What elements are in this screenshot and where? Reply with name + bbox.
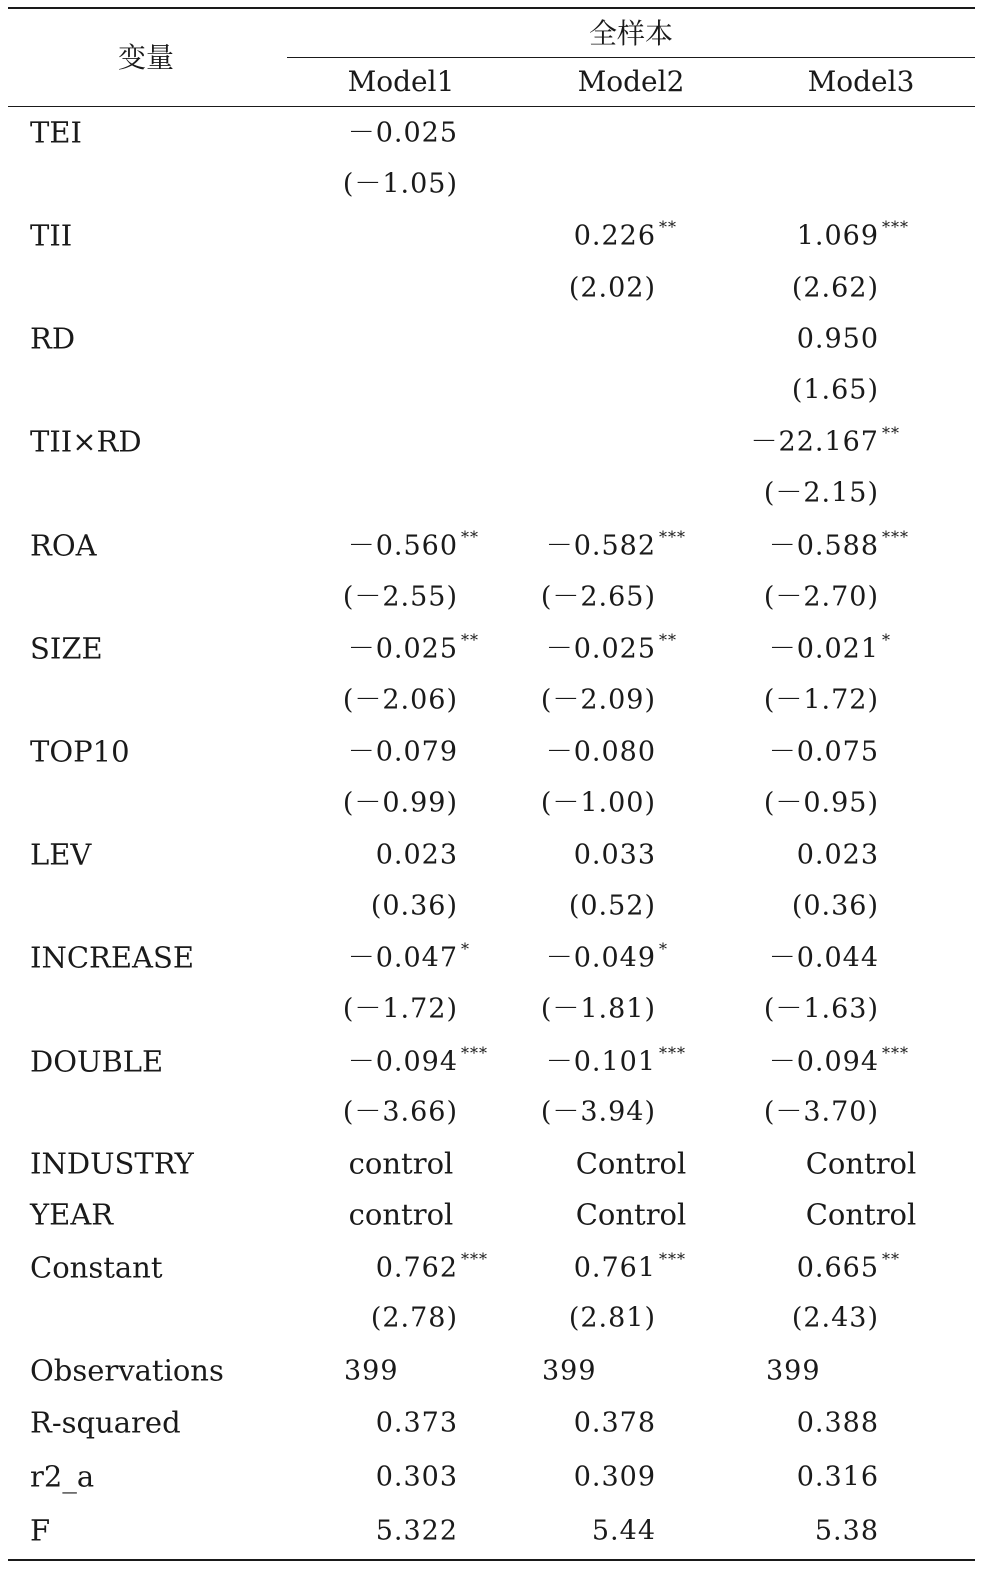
cell-model3: [796, 1249, 900, 1284]
cell-value: －0.075: [768, 736, 879, 768]
row-variable-label: Constant: [30, 1250, 163, 1285]
cell-model1: [347, 939, 470, 974]
cell-value: (2.43): [791, 1302, 879, 1334]
cell-model2: [573, 1407, 656, 1439]
cell-value: Control: [805, 1197, 917, 1232]
cell-value: (－3.94): [540, 1096, 656, 1128]
variable-header: 变量: [117, 41, 175, 74]
cell-model1: [375, 1461, 458, 1493]
row-variable-label: YEAR: [30, 1197, 114, 1232]
cell-model1: [370, 890, 458, 922]
row-variable-label: r2_a: [30, 1459, 95, 1494]
cell-model2: [591, 1515, 656, 1547]
cell-value: 0.762: [375, 1252, 458, 1284]
cell-value: (－1.00): [540, 787, 656, 819]
cell-model1: [375, 1515, 458, 1547]
row-variable-label: INDUSTRY: [30, 1146, 194, 1181]
bottom-rule: [8, 1559, 975, 1561]
cell-value: －22.167: [750, 426, 879, 458]
cell-value: 0.309: [573, 1461, 656, 1493]
cell-value: 399: [542, 1355, 597, 1387]
cell-value: (1.65): [791, 374, 879, 406]
significance-stars: **: [882, 1249, 900, 1269]
row-variable-label: TII×RD: [30, 424, 142, 459]
cell-model2: [575, 1197, 687, 1232]
cell-model1: [375, 1249, 488, 1284]
cell-model2: [545, 527, 686, 562]
row-variable-label: LEV: [30, 837, 92, 872]
cell-value: Control: [575, 1146, 687, 1181]
cell-value: 0.665: [796, 1252, 879, 1284]
cell-model2: [545, 630, 677, 665]
row-variable-label: TII: [30, 218, 73, 253]
significance-stars: **: [659, 630, 677, 650]
cell-value: 0.033: [573, 839, 656, 871]
top-rule: [8, 7, 975, 9]
cell-model2: [540, 684, 656, 716]
cell-model2: [573, 1249, 686, 1284]
group-header: 全样本: [588, 17, 674, 50]
cell-value: －0.588: [768, 530, 879, 562]
cell-model2: [540, 1096, 656, 1128]
cell-model1: [342, 1096, 458, 1128]
significance-stars: **: [461, 527, 479, 547]
cell-model3: [768, 736, 879, 768]
cell-value: －0.094: [768, 1046, 879, 1078]
header-rule: [8, 106, 975, 107]
row-variable-label: TOP10: [30, 734, 130, 769]
cell-model3: [814, 1515, 879, 1547]
significance-stars: ***: [882, 217, 909, 237]
cell-model3: [763, 684, 879, 716]
cell-value: (－2.15): [763, 477, 879, 509]
significance-stars: **: [659, 217, 677, 237]
cell-model3: [763, 581, 879, 613]
cell-model3: [763, 993, 879, 1025]
cell-model2: [573, 839, 656, 871]
group-rule: [287, 57, 975, 58]
row-variable-label: ROA: [30, 528, 97, 563]
cell-model3: [768, 1043, 909, 1078]
cell-value: (2.62): [791, 272, 879, 304]
cell-value: 1.069: [796, 220, 879, 252]
cell-value: (－1.81): [540, 993, 656, 1025]
cell-value: (0.36): [370, 890, 458, 922]
cell-model3: [766, 1355, 821, 1387]
cell-value: (－1.63): [763, 993, 879, 1025]
cell-model3: [796, 323, 879, 355]
cell-value: control: [348, 1146, 454, 1181]
cell-model1: [375, 1407, 458, 1439]
cell-model3: [768, 527, 909, 562]
cell-model3: [763, 477, 879, 509]
cell-value: －0.101: [545, 1046, 656, 1078]
significance-stars: *: [882, 630, 891, 650]
cell-value: －0.047: [347, 942, 458, 974]
cell-model3: [796, 1407, 879, 1439]
cell-model3: [791, 890, 879, 922]
cell-model2: [540, 993, 656, 1025]
cell-value: 0.388: [796, 1407, 879, 1439]
cell-value: 399: [766, 1355, 821, 1387]
significance-stars: **: [882, 423, 900, 443]
cell-value: (－2.70): [763, 581, 879, 613]
cell-model2: [545, 736, 656, 768]
cell-value: Control: [805, 1146, 917, 1181]
cell-value: 0.316: [796, 1461, 879, 1493]
cell-model2: [545, 1043, 686, 1078]
cell-model3: [805, 1146, 917, 1181]
cell-value: (－0.95): [763, 787, 879, 819]
cell-model3: [763, 787, 879, 819]
row-variable-label: F: [30, 1513, 51, 1548]
cell-model2: [568, 1302, 656, 1334]
cell-model3: [791, 374, 879, 406]
cell-value: 0.950: [796, 323, 879, 355]
cell-model2: [540, 581, 656, 613]
cell-model2: [545, 939, 668, 974]
cell-model3: [768, 630, 891, 665]
row-variable-label: INCREASE: [30, 940, 195, 975]
cell-model1: [342, 993, 458, 1025]
cell-value: 399: [344, 1355, 399, 1387]
significance-stars: ***: [659, 527, 686, 547]
cell-value: (－2.06): [342, 684, 458, 716]
row-variable-label: Observations: [30, 1353, 224, 1388]
cell-model1: [347, 630, 479, 665]
cell-value: 0.761: [573, 1252, 656, 1284]
model1-header: Model1: [347, 65, 455, 98]
cell-model1: [342, 787, 458, 819]
cell-model1: [370, 1302, 458, 1334]
significance-stars: ***: [882, 527, 909, 547]
cell-value: (2.02): [568, 272, 656, 304]
cell-model2: [540, 787, 656, 819]
significance-stars: ***: [659, 1043, 686, 1063]
cell-model3: [805, 1197, 917, 1232]
cell-model1: [347, 736, 458, 768]
cell-model3: [796, 839, 879, 871]
row-variable-label: TEI: [30, 115, 82, 150]
cell-model1: [348, 1197, 454, 1232]
cell-value: (－3.70): [763, 1096, 879, 1128]
cell-value: －0.044: [768, 942, 879, 974]
cell-value: (－1.72): [342, 993, 458, 1025]
significance-stars: ***: [461, 1249, 488, 1269]
significance-stars: ***: [882, 1043, 909, 1063]
row-variable-label: DOUBLE: [30, 1044, 164, 1079]
significance-stars: **: [461, 630, 479, 650]
cell-value: (0.52): [568, 890, 656, 922]
cell-model1: [347, 117, 458, 149]
cell-model2: [575, 1146, 687, 1181]
cell-model1: [344, 1355, 399, 1387]
cell-value: －0.021: [768, 633, 879, 665]
cell-value: (－1.72): [763, 684, 879, 716]
cell-model1: [342, 168, 458, 200]
cell-value: 0.378: [573, 1407, 656, 1439]
cell-value: －0.080: [545, 736, 656, 768]
cell-value: －0.025: [347, 633, 458, 665]
cell-value: －0.025: [347, 117, 458, 149]
significance-stars: *: [659, 939, 668, 959]
cell-model3: [791, 272, 879, 304]
significance-stars: *: [461, 939, 470, 959]
significance-stars: ***: [461, 1043, 488, 1063]
cell-model3: [750, 423, 900, 458]
row-variable-label: RD: [30, 321, 76, 356]
cell-value: －0.094: [347, 1046, 458, 1078]
cell-value: (2.78): [370, 1302, 458, 1334]
cell-model2: [568, 890, 656, 922]
cell-model3: [763, 1096, 879, 1128]
cell-model2: [568, 272, 656, 304]
cell-value: 5.38: [814, 1515, 879, 1547]
cell-value: control: [348, 1197, 454, 1232]
cell-model1: [342, 684, 458, 716]
cell-value: －0.079: [347, 736, 458, 768]
cell-model1: [375, 839, 458, 871]
row-variable-label: SIZE: [30, 631, 103, 666]
cell-value: (－1.05): [342, 168, 458, 200]
cell-value: －0.582: [545, 530, 656, 562]
cell-value: (－2.09): [540, 684, 656, 716]
cell-value: －0.025: [545, 633, 656, 665]
cell-model1: [347, 527, 479, 562]
cell-value: 0.023: [796, 839, 879, 871]
cell-model3: [791, 1302, 879, 1334]
cell-model1: [348, 1146, 454, 1181]
model3-header: Model3: [807, 65, 915, 98]
cell-model1: [347, 1043, 488, 1078]
cell-value: 0.023: [375, 839, 458, 871]
cell-model1: [342, 581, 458, 613]
cell-model2: [573, 1461, 656, 1493]
cell-value: －0.560: [347, 530, 458, 562]
significance-stars: ***: [659, 1249, 686, 1269]
cell-value: 5.44: [591, 1515, 656, 1547]
cell-model2: [573, 217, 677, 252]
cell-value: (－3.66): [342, 1096, 458, 1128]
cell-value: 0.303: [375, 1461, 458, 1493]
row-variable-label: R-squared: [30, 1405, 181, 1440]
cell-value: Control: [575, 1197, 687, 1232]
cell-value: 0.373: [375, 1407, 458, 1439]
cell-value: (2.81): [568, 1302, 656, 1334]
cell-value: (0.36): [791, 890, 879, 922]
cell-value: (－2.55): [342, 581, 458, 613]
cell-value: (－2.65): [540, 581, 656, 613]
cell-model3: [768, 942, 879, 974]
cell-value: －0.049: [545, 942, 656, 974]
cell-value: (－0.99): [342, 787, 458, 819]
cell-model3: [796, 1461, 879, 1493]
cell-model3: [796, 217, 909, 252]
cell-model2: [542, 1355, 597, 1387]
model2-header: Model2: [577, 65, 685, 98]
cell-value: 5.322: [375, 1515, 458, 1547]
cell-value: 0.226: [573, 220, 656, 252]
